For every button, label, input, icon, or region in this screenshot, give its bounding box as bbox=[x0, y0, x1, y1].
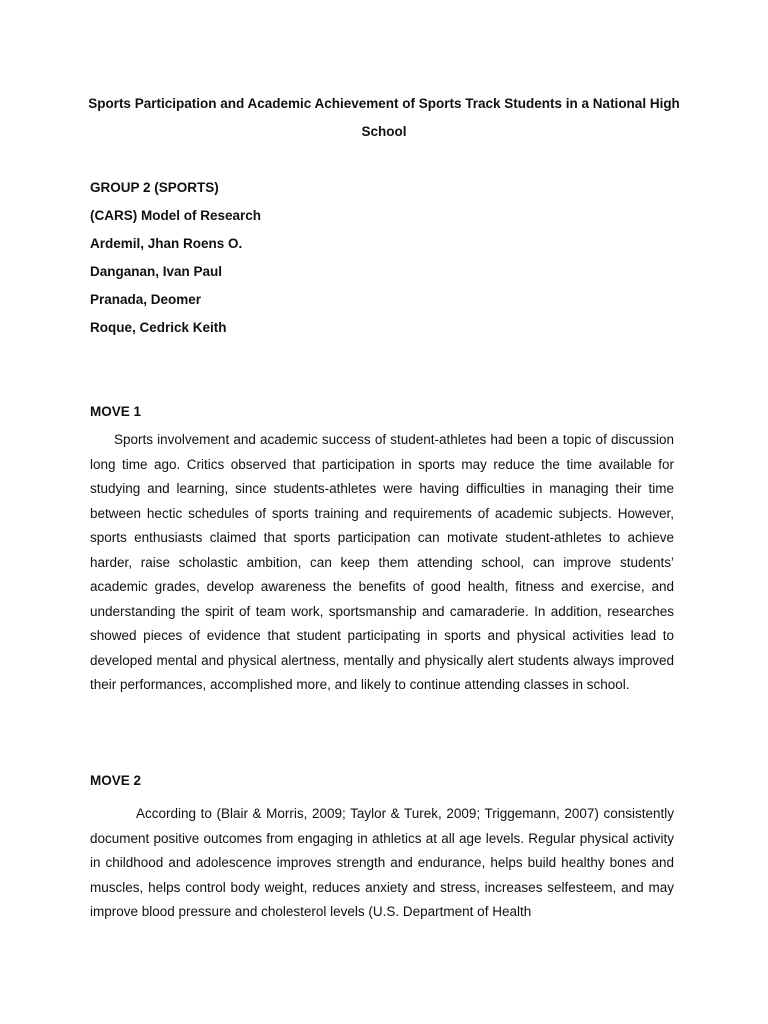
model-line: (CARS) Model of Research bbox=[90, 208, 262, 223]
section-paragraph-move-1: Sports involvement and academic success of student-athletes had been a topic of discussion long time ago. Critics observed that participation in sports may reduce the time available for studying and learning, since students-athletes were having difficulties in managing their time between hectic schedules of sports training and requirements of academic subjects. However, sports enthusiasts claimed that sports participation can motivate student-athletes to achieve harder, raise scholastic ambition, can keep them attending school, can improve students’ academic grades, develop awareness the benefits of good health, fitness and exercise, and understanding the spirit of team work, sportsmanship and camaraderie. In addition, researches showed pieces of evidence that student participating in sports and physical activities lead to developed mental and physical alertness, mentally and physically alert students always improved their performances, accomplished more, and likely to continue attending classes in school. bbox=[90, 432, 674, 692]
author-name: Danganan, Ivan Paul bbox=[90, 264, 223, 279]
author-name: Roque, Cedrick Keith bbox=[90, 320, 227, 335]
author-name: Ardemil, Jhan Roens O. bbox=[90, 236, 243, 251]
section-heading-move-1: MOVE 1 bbox=[90, 404, 142, 419]
group-line: GROUP 2 (SPORTS) bbox=[90, 180, 219, 195]
document-meta bbox=[90, 178, 261, 346]
author-name: Pranada, Deomer bbox=[90, 292, 202, 307]
section-paragraph-move-2: According to (Blair & Morris, 2009; Taylor & Turek, 2009; Triggemann, 2007) consistently document positive outcomes from engaging in athletics at all age levels. Regular physical activity in childhood and adolescence improves strength and endurance, helps build healthy bones and muscles, helps control body weight, reduces anxiety and stress, increases selfesteem, and may improve blood pressure and cholesterol levels (U.S. Department of Health bbox=[90, 806, 674, 919]
section-heading-move-2: MOVE 2 bbox=[90, 773, 142, 788]
document-title: Sports Participation and Academic Achievement of Sports Track Students in a National High School bbox=[88, 96, 680, 139]
